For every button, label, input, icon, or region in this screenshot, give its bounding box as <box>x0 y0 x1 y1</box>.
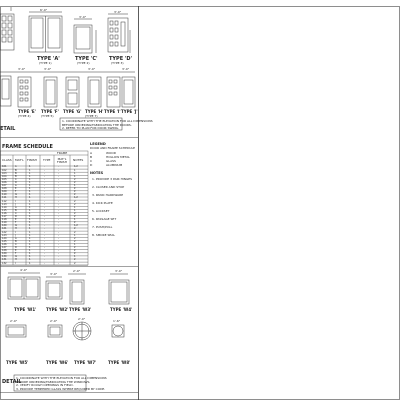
schedule-cell: - <box>44 249 45 253</box>
door-dimension: 3'-0" <box>114 10 122 14</box>
schedule-cell: 128 <box>2 249 7 253</box>
schedule-cell: - <box>44 184 45 187</box>
notes-title: NOTES <box>90 171 104 175</box>
schedule-cell: B <box>15 208 17 212</box>
schedule-column-header: TYPE <box>43 158 51 162</box>
legend-note: 6. PASSAGE SET <box>92 217 117 221</box>
schedule-cell: 2 <box>74 239 76 243</box>
schedule-cell: 2 <box>74 187 76 191</box>
window-type-label: TYPE 'W1' <box>14 307 37 312</box>
schedule-cell: 1 <box>29 165 31 169</box>
schedule-cell: 1 <box>29 236 31 240</box>
schedule-cell: 2 <box>74 177 76 181</box>
schedule-cell: - <box>44 211 45 215</box>
door-note: 2. REFER TO PLAN FOR DOOR SWING. <box>62 126 119 130</box>
door-type-sub: (TYPE 7) <box>85 114 98 118</box>
schedule-cell: 1 <box>29 202 31 206</box>
schedule-cell: 113 <box>2 202 7 206</box>
schedule-cell: - <box>58 249 59 253</box>
schedule-cell: B <box>15 168 17 172</box>
schedule-cell: E <box>15 187 17 191</box>
schedule-cell: 1 <box>74 233 76 237</box>
schedule-cell: - <box>58 261 59 265</box>
schedule-cell: 129 <box>2 252 7 256</box>
door-type-label: TYPE 'F' <box>41 109 59 114</box>
door-type-label: TYPE 'E' <box>18 109 36 114</box>
window-dimension: 2'-0" <box>50 319 58 323</box>
schedule-cell: C <box>15 177 17 181</box>
schedule-cell: 1 <box>29 230 31 234</box>
schedule-cell: 2 <box>74 215 76 218</box>
schedule-cell: 1 <box>29 218 31 222</box>
schedule-cell: - <box>44 230 45 234</box>
schedule-cell: 1 <box>29 180 31 184</box>
door-type-label: TYPE 'G' <box>63 109 82 114</box>
schedule-cell: - <box>44 171 45 175</box>
window-note: 2. VERIFY ROUGH OPENINGS IN FIELD. <box>16 383 74 387</box>
schedule-cell: 1 <box>29 193 31 197</box>
schedule-cell: - <box>58 174 59 178</box>
schedule-cell: 2 <box>74 190 76 194</box>
schedule-cell: 124 <box>2 236 7 240</box>
schedule-cell: 131 <box>2 258 7 262</box>
schedule-cell: 106 <box>2 180 7 184</box>
schedule-cell: G <box>15 255 17 259</box>
window-type-label: TYPE 'W7' <box>74 360 97 365</box>
door-type-label: TYPE 'I' <box>104 109 121 114</box>
schedule-cell: - <box>44 177 45 181</box>
schedule-cell: E <box>15 249 17 253</box>
window-dimension: 2'-0" <box>73 269 81 273</box>
window-dimension: 3'-0" <box>50 272 58 276</box>
legend-value: HOLLOW METAL <box>106 155 130 159</box>
schedule-cell: 101 <box>2 165 7 169</box>
schedule-cell: 1 <box>29 249 31 253</box>
schedule-cell: 132 <box>2 261 7 265</box>
schedule-cell: 122 <box>2 230 7 234</box>
schedule-cell: I <box>15 230 16 234</box>
window-type-label: TYPE 'W6' <box>46 360 69 365</box>
schedule-cell: - <box>58 255 59 259</box>
schedule-cell: 120 <box>2 224 7 228</box>
schedule-cell: 1 <box>29 211 31 215</box>
schedule-cell: 2 <box>74 246 76 249</box>
schedule-cell: 123 <box>2 233 7 237</box>
schedule-cell: - <box>44 193 45 197</box>
schedule-column-header: NOTES <box>73 158 84 162</box>
schedule-cell: 2 <box>74 227 76 231</box>
schedule-cell: 2 <box>74 199 76 203</box>
schedule-cell: 2 <box>74 258 76 262</box>
schedule-cell: F <box>15 252 17 256</box>
schedule-cell: J <box>15 233 16 237</box>
schedule-cell: 1 <box>74 174 76 178</box>
door-type-label: TYPE 'J' <box>121 109 138 114</box>
legend-subtitle: DOOR AND FRAME SCHEDULE <box>90 146 136 150</box>
schedule-cell: - <box>58 239 59 243</box>
schedule-cell: - <box>58 246 59 249</box>
window-type-label: TYPE 'W4' <box>110 307 133 312</box>
door-type-sub: (TYPE 1) <box>39 61 52 65</box>
schedule-cell: 1 <box>29 187 31 191</box>
window-dimension: 4'-0" <box>20 268 28 272</box>
schedule-cell: 104 <box>2 174 7 178</box>
schedule-cell: 1,2 <box>74 196 78 200</box>
schedule-cell: J <box>15 202 16 206</box>
schedule-cell: 119 <box>2 221 7 225</box>
schedule-cell: G <box>15 193 17 197</box>
schedule-cell: - <box>58 168 59 172</box>
schedule-cell: A <box>15 184 17 187</box>
legend-note: 7. PUSH/PULL <box>92 225 113 229</box>
schedule-cell: - <box>58 187 59 191</box>
door-type-sub: (TYPE 2) <box>77 61 90 65</box>
schedule-cell: 1 <box>74 168 76 172</box>
schedule-cell: - <box>44 215 45 218</box>
door-type-label: TYPE 'A' <box>37 56 60 62</box>
window-dimension: 2'-0" <box>78 317 86 321</box>
schedule-cell: 118 <box>2 218 7 222</box>
schedule-cell: F <box>15 190 17 194</box>
schedule-cell: 126 <box>2 242 7 246</box>
schedule-cell: 2 <box>74 193 76 197</box>
window-elevations <box>6 273 129 391</box>
schedule-cell: 1 <box>29 233 31 237</box>
schedule-cell: D <box>15 180 17 184</box>
schedule-cell: - <box>44 218 45 222</box>
legend-note: 1. PROVIDE 3 PAIR HINGES <box>92 177 133 181</box>
schedule-cell: 2 <box>74 252 76 256</box>
legend-value: GLASS <box>106 159 116 163</box>
door-type-sub: (TYPE 5) <box>41 114 54 118</box>
legend-note: 5. LOCKSET <box>92 209 110 213</box>
schedule-cell: - <box>44 190 45 194</box>
door-type-label: TYPE 'C' <box>75 56 98 62</box>
schedule-cell: 1 <box>74 255 76 259</box>
legend-key: D <box>90 163 93 167</box>
schedule-cell: - <box>44 239 45 243</box>
schedule-column-header: MAT'L FINISH <box>57 157 67 164</box>
schedule-cell: I <box>15 261 16 265</box>
window-dimension: 3'-0" <box>115 269 123 273</box>
legend-key: A <box>90 151 93 155</box>
schedule-cell: 1 <box>29 205 31 209</box>
schedule-cell: - <box>58 258 59 262</box>
schedule-cell: 105 <box>2 177 7 181</box>
legend-key: C <box>90 159 93 163</box>
schedule-cell: 114 <box>2 205 7 209</box>
schedule-cell: - <box>58 184 59 187</box>
schedule-cell: - <box>58 233 59 237</box>
schedule-cell: A <box>15 205 17 209</box>
window-note: 3. PROVIDE TEMPERED GLASS WHERE REQUIRED BY CODE. <box>16 386 106 391</box>
legend-note: 3. PANIC HARDWARE <box>92 193 124 197</box>
schedule-cell: - <box>58 193 59 197</box>
schedule-cell: - <box>44 174 45 178</box>
schedule-cell: 1 <box>29 252 31 256</box>
schedule-cell: - <box>44 252 45 256</box>
schedule-cell: - <box>58 177 59 181</box>
schedule-cell: - <box>44 208 45 212</box>
schedule-cell: D <box>15 246 17 249</box>
schedule-cell: A <box>15 236 17 240</box>
schedule-cell: - <box>58 199 59 203</box>
schedule-cell: 2 <box>74 230 76 234</box>
schedule-cell: 1 <box>29 246 31 249</box>
schedule-cell: 1 <box>29 255 31 259</box>
schedule-cell: - <box>58 252 59 256</box>
schedule-cell: 1 <box>29 177 31 181</box>
window-note: BEFORE ORDERING/FABRICATING THE WINDOWS. <box>16 379 91 384</box>
schedule-cell: 109 <box>2 190 7 194</box>
window-type-label: TYPE 'W5' <box>6 360 29 365</box>
schedule-cell: - <box>58 221 59 225</box>
schedule-cell: F <box>15 221 17 225</box>
schedule-cell: - <box>58 165 59 169</box>
schedule-cell: 117 <box>2 215 7 218</box>
schedule-cell: 1,2 <box>74 224 78 228</box>
schedule-cell: - <box>44 180 45 184</box>
legend-note: 8. SMOKE SEAL <box>92 233 116 237</box>
schedule-cell: - <box>44 202 45 206</box>
schedule-cell: 2 <box>74 221 76 225</box>
window-type-label: TYPE 'W2' <box>46 307 69 312</box>
schedule-cell: 130 <box>2 255 7 259</box>
schedule-cell: - <box>58 202 59 206</box>
schedule-cell: 1 <box>29 239 31 243</box>
schedule-cell: 1 <box>29 184 31 187</box>
schedule-cell: G <box>15 224 17 228</box>
schedule-cell: 115 <box>2 208 7 212</box>
schedule-cell: 2 <box>74 249 76 253</box>
legend-title: LEGEND <box>90 142 106 146</box>
schedule-cell: - <box>44 255 45 259</box>
schedule-cell: - <box>58 242 59 246</box>
schedule-cell: 1 <box>29 208 31 212</box>
door-type-sub: (TYPE 4) <box>18 114 31 118</box>
door-dimension: 3'-0" <box>44 67 52 71</box>
schedule-cell: 107 <box>2 184 7 187</box>
schedule-cell: - <box>44 221 45 225</box>
schedule-cell: 103 <box>2 171 7 175</box>
schedule-cell: 1,2 <box>74 165 78 169</box>
schedule-cell: - <box>44 165 45 169</box>
schedule-cell: 1 <box>29 227 31 231</box>
schedule-cell: 2 <box>74 202 76 206</box>
legend-note: 4. KICK PLATE <box>92 201 113 205</box>
schedule-cell: 1 <box>29 242 31 246</box>
schedule-cell: - <box>44 233 45 237</box>
schedule-cell: H <box>15 258 17 262</box>
schedule-cell: 111 <box>2 196 7 200</box>
door-type-label: TYPE 'H' <box>85 109 104 114</box>
schedule-cell: 1 <box>29 174 31 178</box>
schedule-cell: 1 <box>29 171 31 175</box>
schedule-cell: C <box>15 242 17 246</box>
schedule-cell: 125 <box>2 239 7 243</box>
schedule-cell: - <box>44 227 45 231</box>
schedule-cell: 1 <box>29 215 31 218</box>
schedule-column-header: MAT'L <box>15 158 24 162</box>
schedule-cell: 1 <box>74 171 76 175</box>
legend-key: B <box>90 155 93 159</box>
door-dimension: 3'-0" <box>88 67 96 71</box>
schedule-cell: 110 <box>2 193 7 197</box>
schedule-cell: - <box>58 211 59 215</box>
schedule-cell: 1 <box>29 168 31 172</box>
schedule-cell: - <box>58 171 59 175</box>
schedule-cell: 1 <box>74 218 76 222</box>
schedule-cell: 1 <box>74 208 76 212</box>
schedule-cell: 112 <box>2 199 7 203</box>
legend-note: 2. CLOSER AND STOP <box>92 185 125 189</box>
schedule-cell: - <box>44 205 45 209</box>
window-type-label: TYPE 'W8' <box>108 360 131 365</box>
door-type-sub: (TYPE 3) <box>111 61 124 65</box>
schedule-cell: 116 <box>2 211 7 215</box>
legend-value: WOOD <box>106 151 116 155</box>
schedule-cell: 1 <box>29 196 31 200</box>
schedule-cell: - <box>58 180 59 184</box>
schedule-cell: - <box>58 227 59 231</box>
schedule-cell: 1 <box>29 258 31 262</box>
door-note: BEFORE ORDERING/FABRICATING THE DOORS. <box>62 122 132 127</box>
door-dimension: 3'-0" <box>79 15 87 19</box>
schedule-cell: - <box>44 168 45 172</box>
schedule-cell: B <box>15 171 17 175</box>
schedule-cell: - <box>44 261 45 265</box>
schedule-column-header: CLASS <box>2 158 12 162</box>
schedule-cell: - <box>58 196 59 200</box>
door-dimension: 3'-0" <box>18 67 26 71</box>
schedule-cell: 2 <box>74 211 76 215</box>
schedule-cell: 108 <box>2 187 7 191</box>
schedule-cell: - <box>58 224 59 228</box>
schedule-cell: I <box>15 199 16 203</box>
window-type-label: TYPE 'W3' <box>69 307 92 312</box>
schedule-cell: 1 <box>74 184 76 187</box>
schedule-cell: 1 <box>29 221 31 225</box>
schedule-cell: - <box>58 236 59 240</box>
schedule-cell: - <box>44 246 45 249</box>
legend-value: ALUMINUM <box>106 163 123 167</box>
schedule-cell: 1 <box>29 199 31 203</box>
schedule-title: FRAME SCHEDULE <box>2 144 53 150</box>
schedule-cell: H <box>15 196 17 200</box>
window-dimension: 2'-0" <box>10 319 18 323</box>
door-dimension: 6'-0" <box>40 8 48 12</box>
schedule-cell: - <box>44 224 45 228</box>
schedule-cell: - <box>58 215 59 218</box>
schedule-cell: - <box>58 218 59 222</box>
schedule-cell: 1 <box>29 190 31 194</box>
door-type-label: TYPE 'D' <box>109 56 133 62</box>
schedule-cell: - <box>44 187 45 191</box>
schedule-cell: - <box>58 230 59 234</box>
schedule-cell: 2 <box>74 236 76 240</box>
schedule-cell: 127 <box>2 246 7 249</box>
detail-title: ETAIL <box>0 126 16 132</box>
window-dimension: 1'-6" <box>113 319 121 323</box>
schedule-cell: D <box>15 215 17 218</box>
schedule-cell: - <box>58 190 59 194</box>
schedule-cell: 102 <box>2 168 7 172</box>
schedule-cell: - <box>58 205 59 209</box>
schedule-cell: A <box>15 165 17 169</box>
schedule-group-header: FRAME <box>57 150 68 155</box>
schedule-cell: 2 <box>74 261 76 265</box>
schedule-cell: 2 <box>74 180 76 184</box>
schedule-cell: 1 <box>74 242 76 246</box>
schedule-cell: - <box>44 199 45 203</box>
schedule-cell: E <box>15 218 17 222</box>
schedule-cell: B <box>15 239 17 243</box>
schedule-cell: 121 <box>2 227 7 231</box>
schedule-cell: C <box>15 211 17 215</box>
schedule-cell: - <box>44 242 45 246</box>
schedule-cell: 1 <box>29 261 31 265</box>
schedule-cell: 1 <box>29 224 31 228</box>
schedule-cell: B <box>15 174 17 178</box>
detail-title: DETAIL <box>2 379 22 385</box>
schedule-cell: - <box>58 208 59 212</box>
schedule-cell: - <box>44 236 45 240</box>
schedule-cell: H <box>15 227 17 231</box>
window-note: 1. COORDINATE WITH THE ELEVATION FOR ALL DIMENSIONS <box>16 376 107 380</box>
schedule-cell: - <box>44 258 45 262</box>
schedule-cell: - <box>44 196 45 200</box>
schedule-cell: 1 <box>74 205 76 209</box>
schedule-column-header: FINISH <box>27 158 37 162</box>
door-note: 1. COORDINATE WITH THE ELEVATION FOR ALL DIMENSIONS <box>62 119 153 123</box>
door-dimension: 3'-0" <box>122 67 130 71</box>
